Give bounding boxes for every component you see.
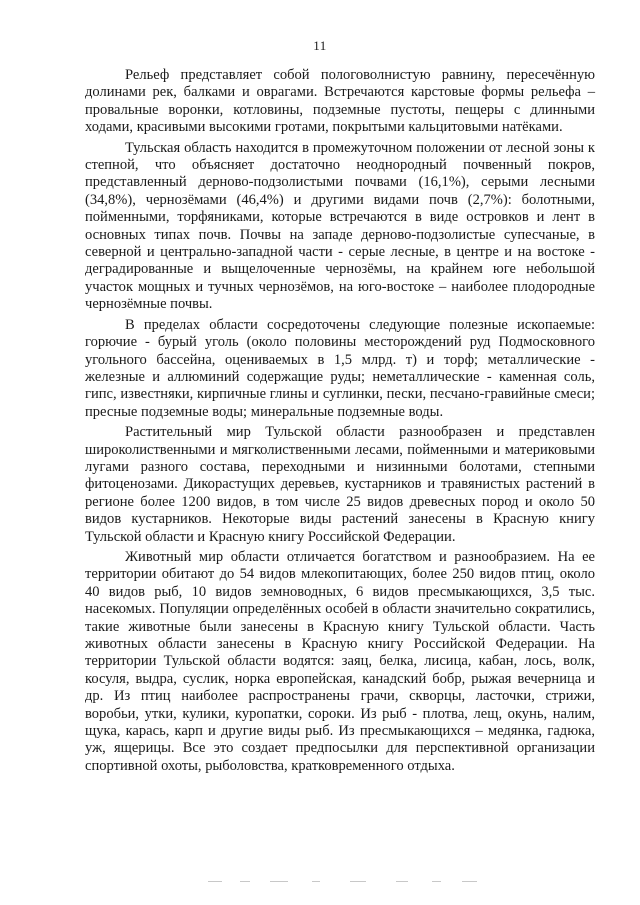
scan-noise-marks [200, 878, 500, 886]
paragraph-soils: Тульская область находится в промежуточном положении от лесной зоны к степной, что объясняет достаточно неоднородный почвенный покров, представленный дерново-подзолистыми почвами (16,1%), серыми лесными (34,8%), чернозёмами (46,4%) и другими видами почв (2,7%): болотными, пойменными, торфяниками, которые встречаются в виде островков и лент в основных типах почв. Почвы на западе дерново-подзолистые супесчаные, в северной и центрально-западной части - серые лесные, в центре и на востоке - деградированные и выщелоченные чернозёмы, на крайнем юге небольшой участок мощных и тучных чернозёмов, на юго-востоке – наиболее плодородные чернозёмные почвы. [85, 139, 595, 313]
paragraph-relief: Рельеф представляет собой пологоволнистую равнину, пересечённую долинами рек, балками и оврагами. Встречаются карстовые формы рельефа – провальные воронки, котловины, подземные пустоты, пещеры с длинными ходами, красивыми высокими гротами, покрытыми кальцитовыми натёками. [85, 67, 595, 136]
paragraph-flora: Растительный мир Тульской области разнообразен и представлен широколиственными и мягколиственными лесами, пойменными и материковыми лугами разного состава, переходными и низинными болотами, степными фитоценозами. Дикорастущих деревьев, кустарников и травянистых растений в регионе более 1200 видов, в том числе 25 видов древесных пород и около 50 видов кустарников. Некоторые виды растений занесены в Красную книгу Тульской области и Красную книгу Российской Федерации. [85, 424, 595, 545]
paragraph-fauna: Животный мир области отличается богатством и разнообразием. На ее территории обитают до 54 видов млекопитающих, более 250 видов птиц, около 40 видов рыб, 10 видов земноводных, 6 видов пресмыкающихся, 3,5 тыс. насекомых. Популяции определённых особей в области значительно сократились, такие животные были занесены в Красную книгу Тульской области. Часть животных области занесены в Красную книгу Российской Федерации. На территории Тульской области водятся: заяц, белка, лисица, кабан, лось, волк, косуля, выдра, суслик, норка европейская, канадский бобр, рыжая вечерница и др. Из птиц наиболее распространены грачи, скворцы, ласточки, стрижи, воробьи, утки, кулики, куропатки, сороки. Из рыб - плотва, лещ, окунь, налим, щука, карась, карп и другие виды рыб. Из пресмыкающихся – медянка, гадюка, уж, ящерицы. Все это создает предпосылки для перспективной организации спортивной охоты, рыболовства, кратковременного отдыха. [85, 548, 595, 774]
body-text [85, 67, 595, 775]
paragraph-minerals: В пределах области сосредоточены следующие полезные ископаемые: горючие - бурый уголь (около половины месторождений руд Подмосковного угольного бассейна, оцениваемых в 1,5 млрд. т) и торф; металлические - железные и аллюминий содержащие руды; неметаллические - каменная соль, гипс, известняки, кирпичные глины и суглинки, пески, песчано-гравийные смеси; пресные подземные воды; минеральные подземные воды. [85, 316, 595, 420]
page-number: 11 [313, 38, 327, 53]
